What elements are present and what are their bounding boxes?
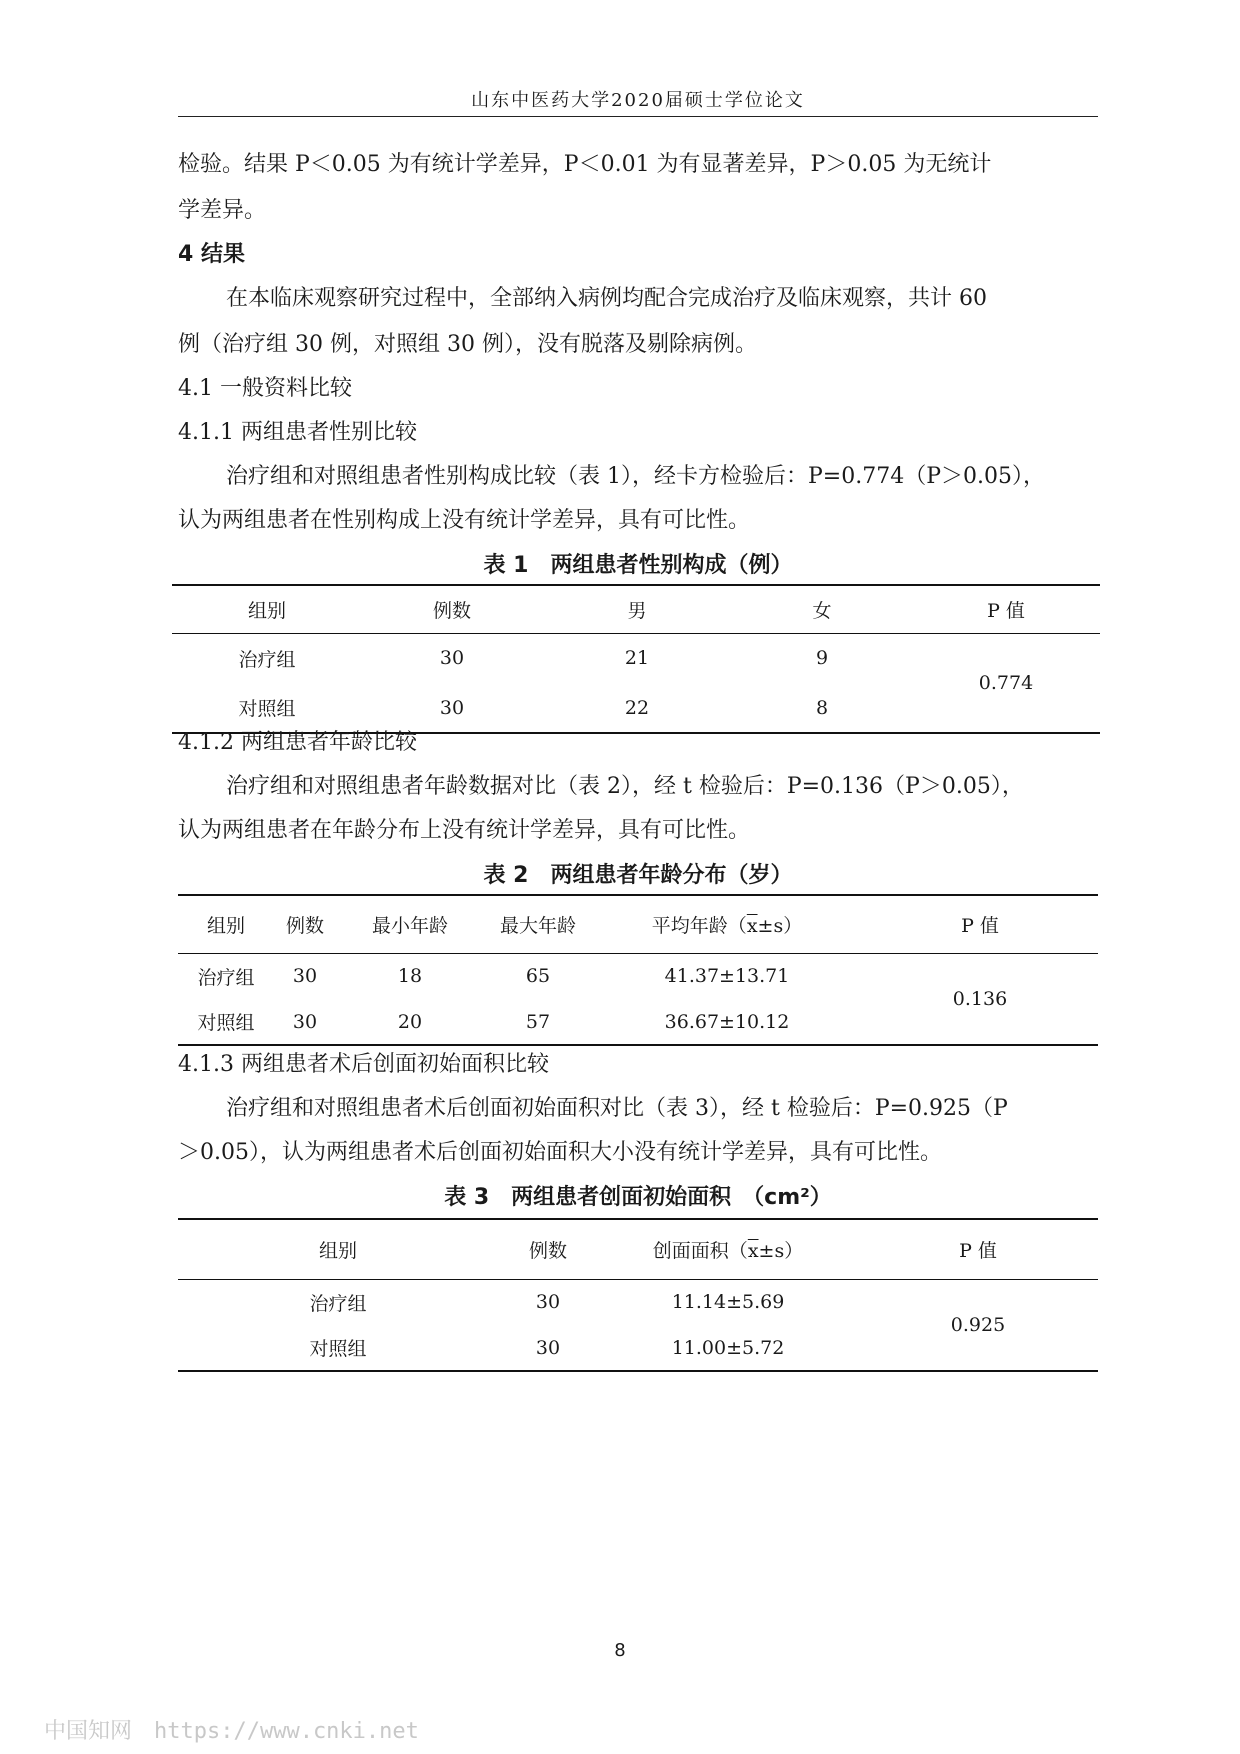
table-cell: 30 [292,965,318,988]
table-header: 例数 [285,914,324,937]
paragraph-line: 例（治疗组 30 例，对照组 30 例），没有脱落及剔除病例。 [178,332,757,357]
table-cell: 11.14±5.69 [671,1291,785,1314]
page-number: 8 [614,1640,626,1661]
header-rule [178,116,1098,117]
paragraph-line: 在本临床观察研究过程中，全部纳入病例均配合完成治疗及临床观察，共计 60 [226,286,987,311]
watermark: 中国知网 https://www.cnki.net [44,1719,419,1744]
table2 [178,894,1098,1046]
paragraph-line: 认为两组患者在年龄分布上没有统计学差异，具有可比性。 [178,818,751,843]
section-heading: 4 结果 [178,242,245,267]
paragraph-line: 学差异。 [178,198,267,223]
paragraph-line: 治疗组和对照组患者年龄数据对比（表 2），经 t 检验后：P=0.136（P＞0.05）， [226,774,1024,799]
table-header: 组别 [247,599,286,622]
p-value-cell: 0.774 [912,633,1100,733]
table-header: 最大年龄 [499,914,576,937]
table-cell: 30 [292,1010,318,1033]
table-cell: 30 [535,1291,561,1314]
table-cell: 对照组 [197,1012,255,1034]
table-header: P 值 [959,1239,997,1262]
table-cell: 治疗组 [197,966,255,989]
x-bar-symbol: $\overline{x}$ [747,1239,759,1262]
table-header: 例数 [432,599,471,622]
subsection-heading: 4.1 一般资料比较 [178,376,352,401]
table-cell: 30 [439,696,465,719]
table-cell: 30 [535,1336,561,1359]
table-cell: 57 [525,1010,551,1033]
paragraph-line: 治疗组和对照组患者术后创面初始面积对比（表 3），经 t 检验后：P=0.925（P [226,1096,1008,1121]
header-label: 平均年龄（ [651,914,747,937]
subsection-heading: 4.1.2 两组患者年龄比较 [178,730,417,755]
table-header: 女 [812,599,832,622]
table3-caption: 表 3 两组患者创面初始面积 （cm²） [444,1185,832,1210]
table-cell: 65 [525,965,551,988]
table-header: P 值 [987,599,1025,622]
table-header: 最小年龄 [371,914,448,937]
paragraph-line: 认为两组患者在性别构成上没有统计学差异，具有可比性。 [178,508,751,533]
p-value-cell: 0.136 [862,953,1098,1045]
table-header: P 值 [961,914,999,937]
subsection-heading: 4.1.3 两组患者术后创面初始面积比较 [178,1052,549,1077]
header-label: 创面面积（ [652,1239,748,1262]
table3 [178,1218,1098,1372]
p-value-cell: 0.925 [858,1279,1098,1371]
table-cell: 41.37±13.71 [664,965,790,988]
table-cell: 11.00±5.72 [671,1336,785,1359]
header-label: ±s） [757,914,803,937]
table-cell: 30 [439,647,465,670]
table-cell: 对照组 [238,698,296,720]
table-cell: 对照组 [309,1338,367,1360]
table2-caption: 表 2 两组患者年龄分布（岁） [483,863,793,888]
table-header: 组别 [318,1239,357,1262]
paragraph-line: 检验。结果 P＜0.05 为有统计学差异，P＜0.01 为有显著差异，P＞0.05 为无统计 [178,152,992,177]
table-cell: 20 [397,1010,423,1033]
x-bar-symbol: $\overline{x}$ [746,914,758,937]
table-cell: 36.67±10.12 [664,1010,790,1033]
table-cell: 8 [815,696,829,719]
table-cell: 治疗组 [309,1292,367,1315]
table-cell: 22 [624,696,650,719]
header-label: ±s） [758,1239,804,1262]
table-cell: 治疗组 [238,648,296,671]
table-cell: 9 [815,647,829,670]
table-header [598,1219,858,1279]
table-header: 例数 [528,1239,567,1262]
table1 [172,584,1100,734]
table-cell: 21 [624,647,650,670]
table-header [592,895,862,953]
subsection-heading: 4.1.1 两组患者性别比较 [178,420,417,445]
table-cell: 18 [397,965,423,988]
paragraph-line: 治疗组和对照组患者性别构成比较（表 1），经卡方检验后：P=0.774（P＞0.05）， [226,464,1045,489]
paragraph-line: ＞0.05），认为两组患者术后创面初始面积大小没有统计学差异，具有可比性。 [178,1140,942,1165]
table-header: 男 [627,599,647,622]
running-header: 山东中医药大学2020届硕士学位论文 [471,90,805,111]
table1-caption: 表 1 两组患者性别构成（例） [483,553,793,578]
table-header: 组别 [206,914,245,937]
